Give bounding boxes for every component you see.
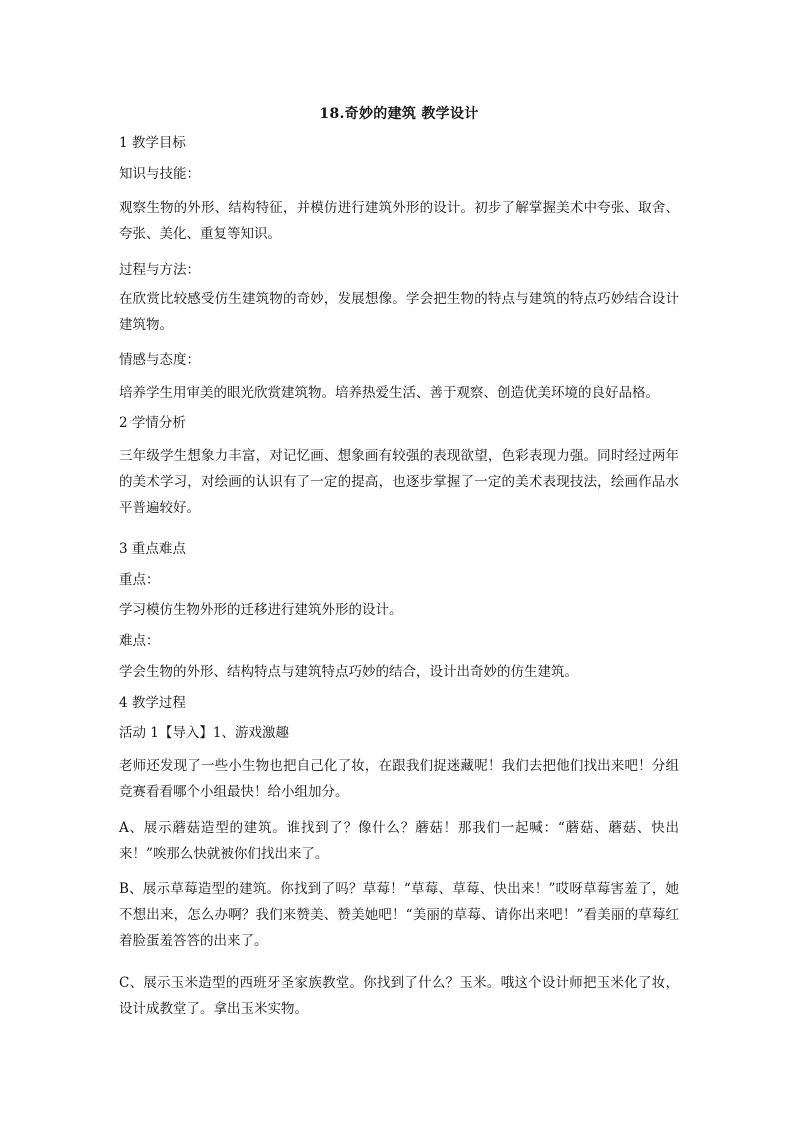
paragraph-c-corn: C、展示玉米造型的西班牙圣家族教堂。你找到了什么？玉米。哦这个设计师把玉米化了妆，设计成教堂了。拿出玉米实物。 [119, 975, 679, 1017]
activity-1-title: 活动 1【导入】1、游戏激趣 [119, 725, 289, 741]
key-point-label: 重点： [119, 572, 160, 588]
knowledge-skills-label: 知识与技能： [119, 166, 200, 182]
section-3-heading: 3 重点难点 [119, 541, 186, 557]
emotion-attitude-label: 情感与态度： [119, 352, 200, 368]
knowledge-skills-text: 观察生物的外形、结构特征，并模仿进行建筑外形的设计。初步了解掌握美术中夸张、取舍、夸张、美化、重复等知识。 [119, 200, 679, 242]
document-title: 18.奇妙的建筑 教学设计 [319, 106, 479, 122]
emotion-attitude-text: 培养学生用审美的眼光欣赏建筑物。培养热爱生活、善于观察、创造优美环境的良好品格。 [119, 385, 659, 401]
paragraph-b-strawberry: B、展示草莓造型的建筑。你找到了吗？草莓！“草莓、草莓、快出来！”哎呀草莓害羞了，她不想出来，怎么办啊？我们来赞美、赞美她吧！“美丽的草莓、请你出来吧！”看美丽的草莓红着脸蛋羞答答的出来了。 [119, 881, 679, 949]
key-point-text: 学习模仿生物外形的迁移进行建筑外形的设计。 [119, 602, 403, 618]
section-1-heading: 1 教学目标 [119, 135, 186, 151]
section-4-heading: 4 教学过程 [119, 695, 186, 711]
process-methods-text: 在欣赏比较感受仿生建筑物的奇妙，发展想像。学会把生物的特点与建筑的特点巧妙结合设计建筑物。 [119, 291, 679, 333]
student-analysis-text: 三年级学生想象力丰富，对记忆画、想象画有较强的表现欲望，色彩表现力强。同时经过两年的美术学习，对绘画的认识有了一定的提高，也逐步掌握了一定的美术表现技法，绘画作品水平普遍较好。 [119, 448, 679, 516]
difficulty-text: 学会生物的外形、结构特点与建筑特点巧妙的结合，设计出奇妙的仿生建筑。 [119, 664, 578, 680]
paragraph-a-mushroom: A、展示蘑菇造型的建筑。谁找到了？像什么？蘑菇！那我们一起喊：“蘑菇、蘑菇、快出来！”唉那么快就被你们找出来了。 [119, 820, 679, 862]
section-2-heading: 2 学情分析 [119, 415, 186, 431]
intro-paragraph: 老师还发现了一些小生物也把自己化了妆，在跟我们捉迷藏呢！我们去把他们找出来吧！分组竞赛看看哪个小组最快！给小组加分。 [119, 758, 679, 800]
difficulty-label: 难点： [119, 633, 160, 649]
process-methods-label: 过程与方法： [119, 262, 200, 278]
